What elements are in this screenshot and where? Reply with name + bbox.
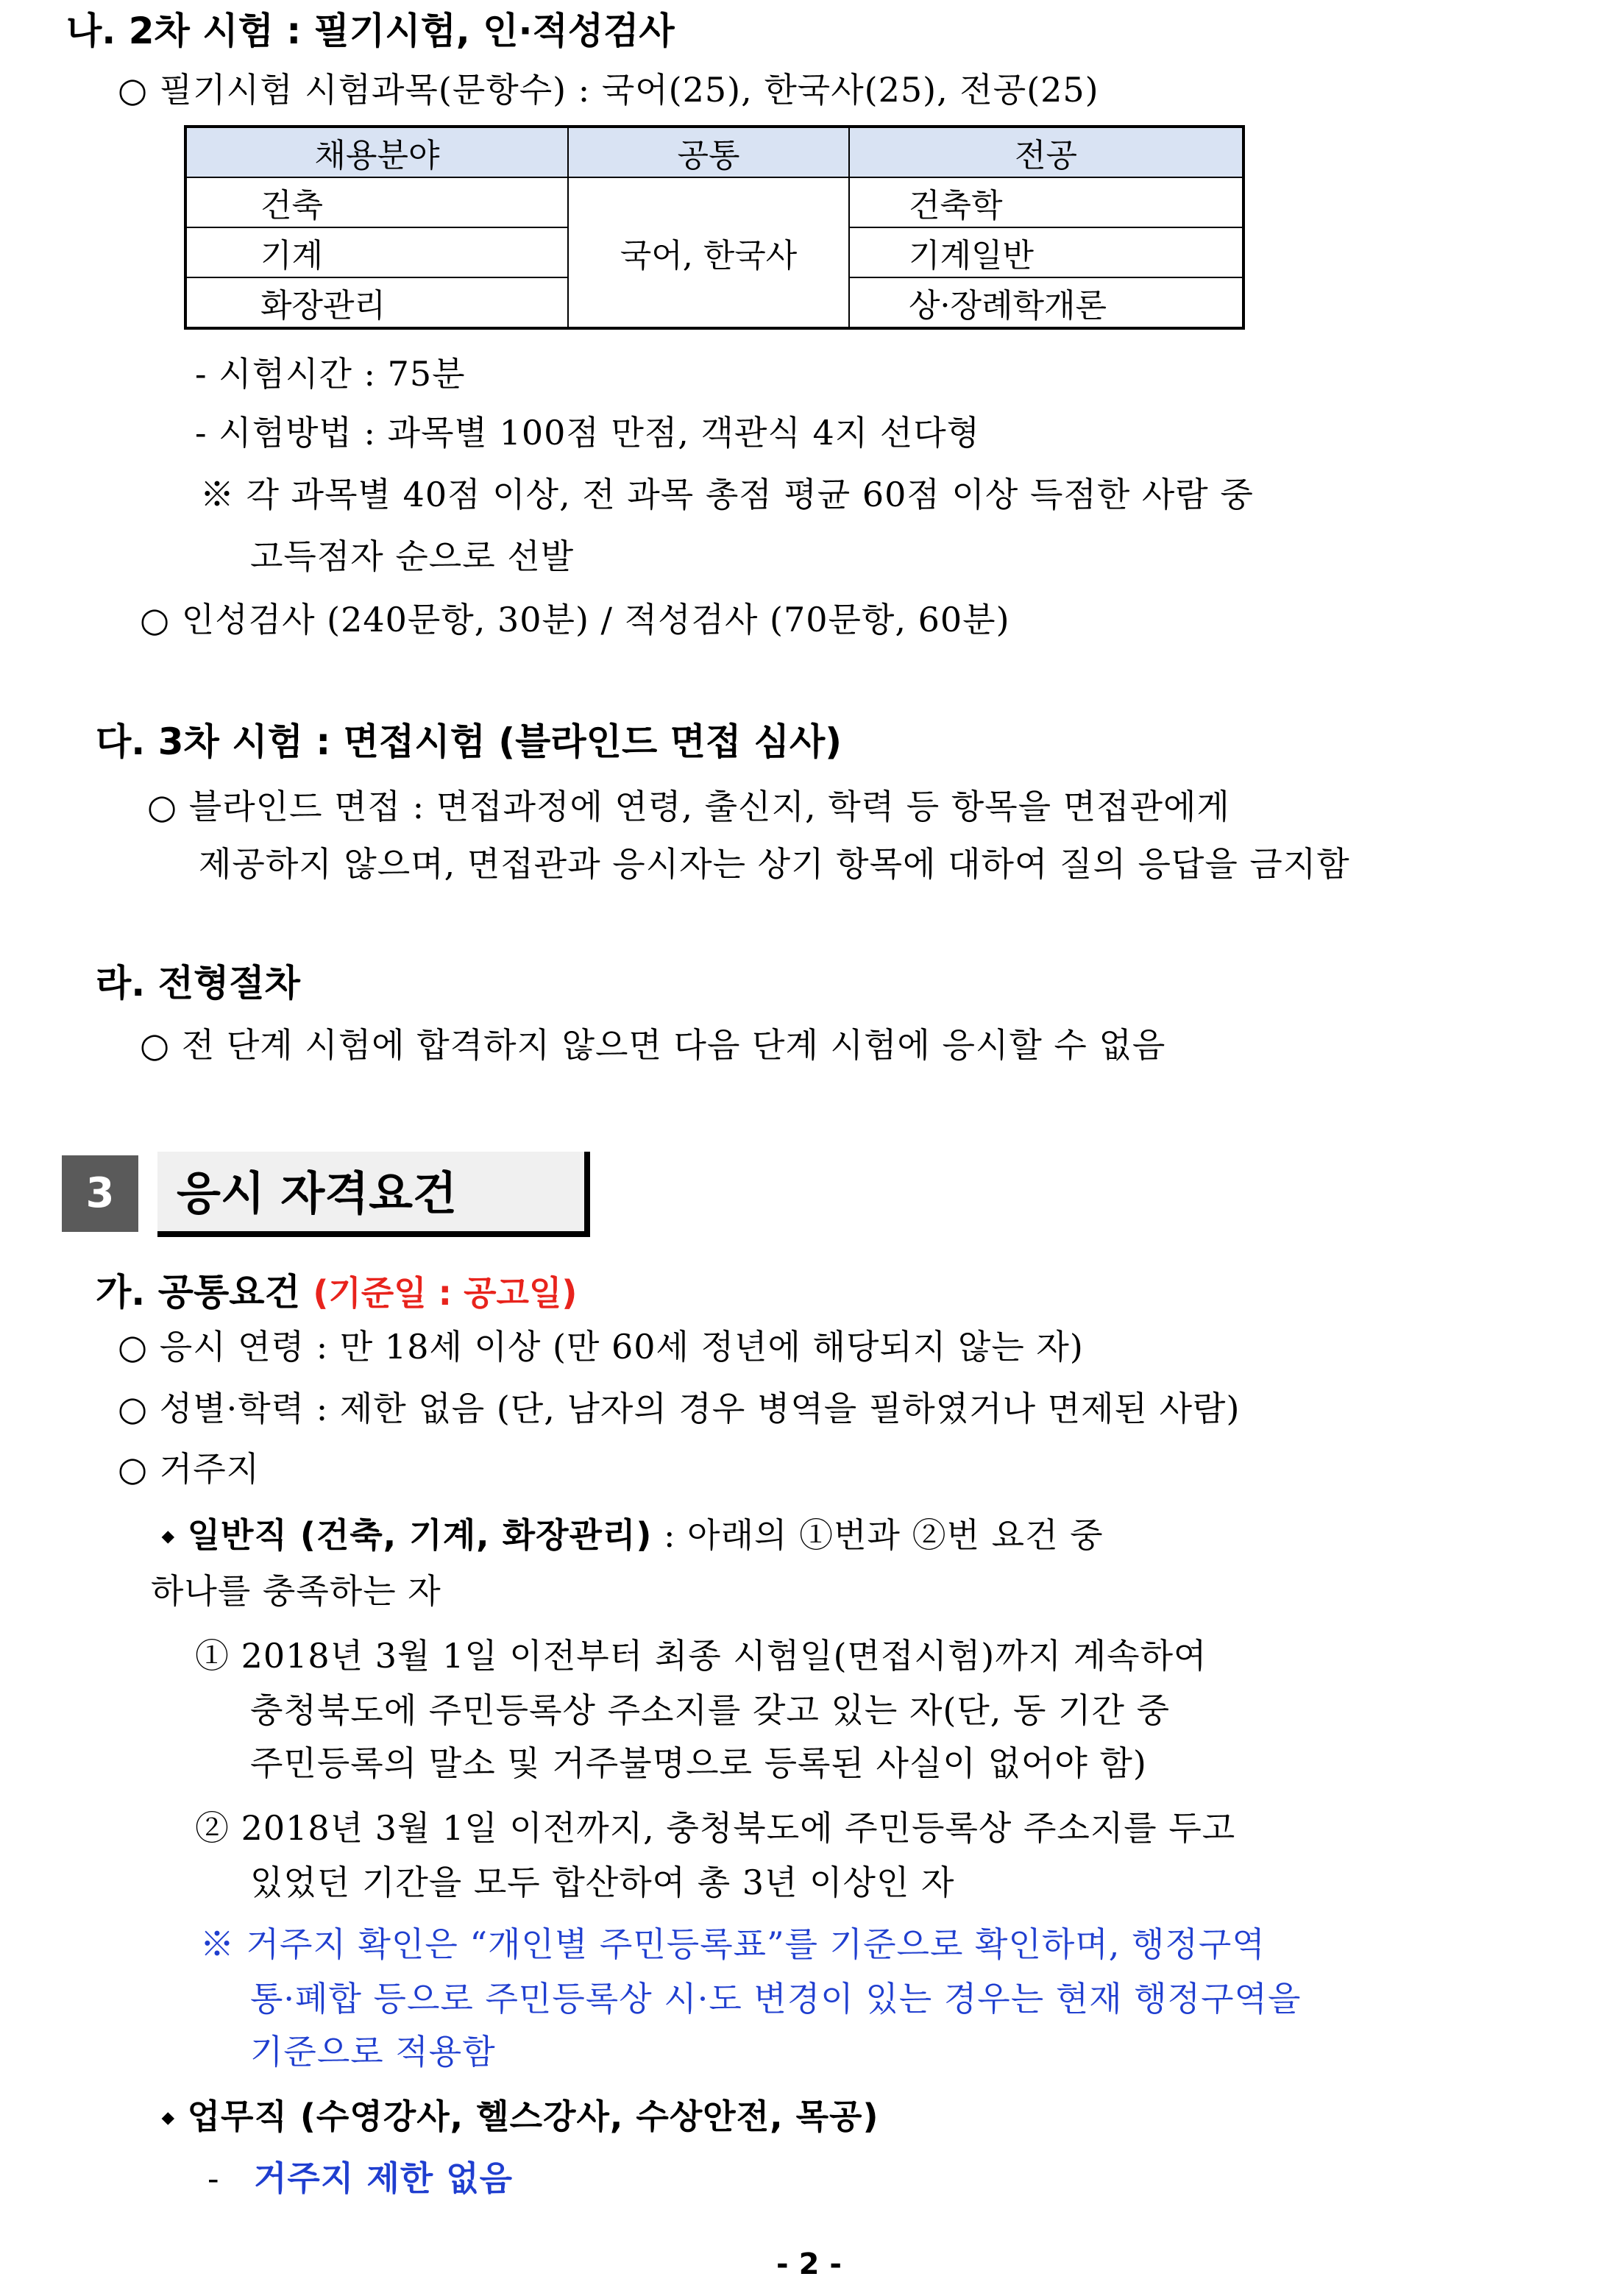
section-da-heading: 다. 3차 시험 : 면접시험 (블라인드 면접 심사)	[96, 720, 842, 763]
exam-time-line: - 시험시간 : 75분	[195, 354, 466, 394]
table-cell-field: 기계	[185, 227, 568, 277]
table-cell-major: 건축학	[849, 177, 1243, 227]
residence-note-line2: 통·폐합 등으로 주민등록상 시·도 변경이 있는 경우는 현재 행정구역을	[250, 1979, 1302, 2019]
page-number: - 2 -	[776, 2247, 842, 2281]
table-header-cell: 공통	[568, 127, 849, 177]
section-ga-heading-text: 가. 공통요건	[96, 1271, 300, 1314]
written-exam-subjects-line: ○ 필기시험 시험과목(문항수) : 국어(25), 한국사(25), 전공(25)	[118, 70, 1099, 110]
table-cell-major: 상·장례학개론	[849, 277, 1243, 328]
condition1-line3: 주민등록의 말소 및 거주불명으로 등록된 사실이 없어야 함)	[250, 1743, 1147, 1783]
procedure-line: ○ 전 단계 시험에 합격하지 않으면 다음 단계 시험에 응시할 수 없음	[140, 1025, 1166, 1065]
table-cell-field: 건축	[185, 177, 568, 227]
table-cell-field: 화장관리	[185, 277, 568, 328]
blind-interview-line1: ○ 블라인드 면접 : 면접과정에 연령, 출신지, 학력 등 항목을 면접관에게	[147, 787, 1230, 826]
condition1-line2: 충청북도에 주민등록상 주소지를 갖고 있는 자(단, 동 기간 중	[250, 1690, 1171, 1730]
age-requirement-line: ○ 응시 연령 : 만 18세 이상 (만 60세 정년에 해당되지 않는 자)	[118, 1327, 1084, 1367]
reference-date-note: (기준일 : 공고일)	[313, 1273, 578, 1313]
general-position-rest: : 아래의 ①번과 ②번 요건 중	[652, 1515, 1104, 1555]
residence-line: ○ 거주지	[118, 1449, 260, 1489]
job-position-line: ⬩ 업무직 (수영강사, 헬스강사, 수상안전, 목공)	[162, 2097, 879, 2136]
passing-note-line1: ※ 각 과목별 40점 이상, 전 과목 총점 평균 60점 이상 득점한 사람 중	[200, 475, 1254, 514]
section-ra-heading: 라. 전형절차	[96, 962, 300, 1005]
condition2-line2: 있었던 기간을 모두 합산하여 총 3년 이상인 자	[250, 1863, 955, 1902]
gender-education-line: ○ 성별·학력 : 제한 없음 (단, 남자의 경우 병역을 필하였거나 면제된 사람)	[118, 1389, 1241, 1428]
job-dash: -	[207, 2158, 220, 2198]
no-residence-restriction: 거주지 제한 없음	[254, 2158, 514, 2198]
general-position-line2: 하나를 충족하는 자	[151, 1571, 441, 1611]
exam-method-line: - 시험방법 : 과목별 100점 만점, 객관식 4지 선다형	[195, 413, 981, 453]
section-number-badge: 3	[62, 1155, 138, 1232]
condition1-line1: ① 2018년 3월 1일 이전부터 최종 시험일(면접시험)까지 계속하여	[195, 1636, 1207, 1676]
section-na-heading: 나. 2차 시험 : 필기시험, 인·적성검사	[66, 10, 675, 52]
residence-note-line3: 기준으로 적용함	[250, 2032, 496, 2072]
table-header-cell: 채용분야	[185, 127, 568, 177]
exam-subjects-table	[184, 125, 1245, 330]
aptitude-test-line: ○ 인성검사 (240문항, 30분) / 적성검사 (70문항, 60분)	[140, 600, 1010, 639]
table-cell-major: 기계일반	[849, 227, 1243, 277]
table-cell-common: 국어, 한국사	[568, 177, 849, 328]
condition2-line1: ② 2018년 3월 1일 이전까지, 충청북도에 주민등록상 주소지를 두고	[195, 1808, 1236, 1848]
general-position-label: ⬩ 일반직 (건축, 기계, 화장관리)	[162, 1515, 653, 1555]
table-header-cell: 전공	[849, 127, 1243, 177]
passing-note-line2: 고득점자 순으로 선발	[250, 536, 575, 576]
blind-interview-line2: 제공하지 않으며, 면접관과 응시자는 상기 항목에 대하여 질의 응답을 금지함	[199, 844, 1350, 884]
section-title: 응시 자격요건	[177, 1166, 457, 1220]
table-row	[185, 177, 1243, 227]
table-header-row	[185, 127, 1243, 177]
general-position-line	[162, 1513, 1104, 1557]
residence-note-line1: ※ 거주지 확인은 “개인별 주민등록표”를 기준으로 확인하며, 행정구역	[200, 1924, 1266, 1964]
section-ga-heading	[96, 1270, 577, 1315]
